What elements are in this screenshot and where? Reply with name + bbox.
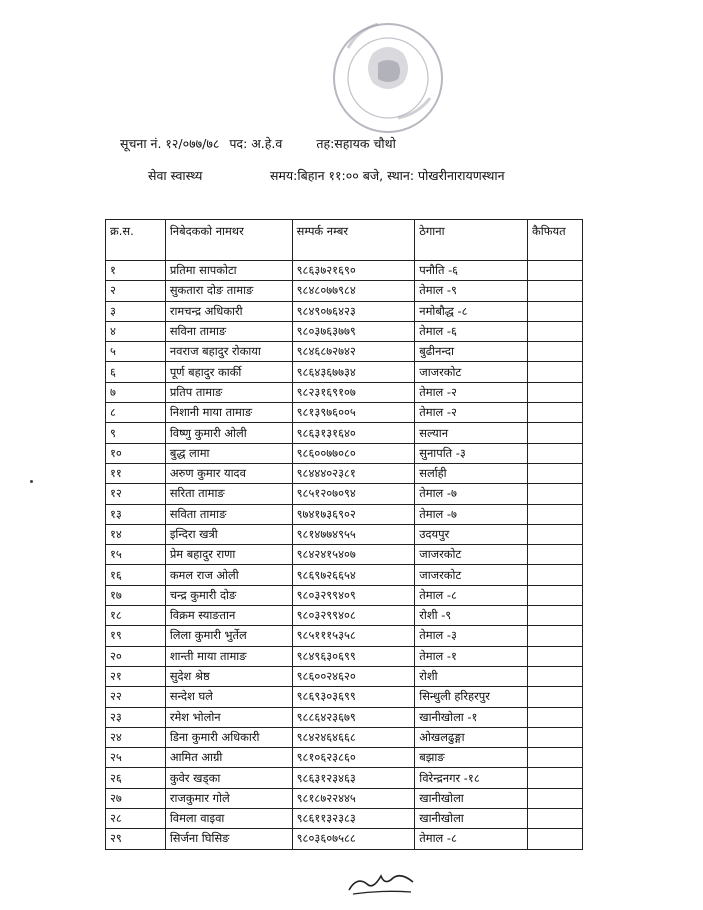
cell-remarks — [528, 727, 583, 747]
notice-line — [120, 135, 402, 152]
cell-serial: २८ — [106, 809, 166, 829]
table-row — [106, 484, 583, 504]
table-row — [106, 423, 583, 443]
cell-contact: ९८६४३६७७३४ — [292, 362, 415, 382]
cell-remarks — [528, 382, 583, 402]
cell-remarks — [528, 606, 583, 626]
cell-serial: १५ — [106, 545, 166, 565]
cell-remarks — [528, 788, 583, 808]
table-row — [106, 606, 583, 626]
cell-name: कुवेर खड्का — [165, 768, 292, 788]
table-row — [106, 342, 583, 362]
cell-serial: १४ — [106, 524, 166, 544]
cell-remarks — [528, 585, 583, 605]
cell-name: सिर्जना घिसिङ — [165, 829, 292, 849]
cell-name: चन्द्र कुमारी दोङ — [165, 585, 292, 605]
cell-contact: ९८०३२९९४०८ — [292, 606, 415, 626]
cell-address: विरेन्द्रनगर -१८ — [415, 768, 528, 788]
cell-address: उदयपुर — [415, 524, 528, 544]
cell-name: विमला वाइवा — [165, 809, 292, 829]
cell-serial: ८ — [106, 403, 166, 423]
cell-name: अरुण कुमार यादव — [165, 463, 292, 483]
cell-name: विक्रम स्याङतान — [165, 606, 292, 626]
cell-remarks — [528, 545, 583, 565]
table-row — [106, 362, 583, 382]
table-row — [106, 382, 583, 402]
table-row — [106, 727, 583, 747]
office-seal-stamp-icon — [328, 18, 448, 138]
cell-serial: २१ — [106, 666, 166, 686]
cell-contact: ९८१०६२३८६० — [292, 748, 415, 768]
cell-address: सुनापति -३ — [415, 443, 528, 463]
cell-address: ओखलढुङ्गा — [415, 727, 528, 747]
table-row — [106, 829, 583, 849]
cell-remarks — [528, 646, 583, 666]
cell-contact: ९८२३१६९१०७ — [292, 382, 415, 402]
cell-remarks — [528, 565, 583, 585]
cell-name: प्रतिमा सापकोटा — [165, 261, 292, 281]
service-label: सेवा स्वास्थ्य — [148, 168, 203, 183]
signature-icon — [345, 868, 417, 898]
cell-address: तेमाल -६ — [415, 321, 528, 341]
cell-contact: ९८०३७६३७७९ — [292, 321, 415, 341]
cell-contact: ९८१८७२२४४५ — [292, 788, 415, 808]
cell-name: सविना तामाङ — [165, 321, 292, 341]
cell-address: तेमाल -१ — [415, 646, 528, 666]
cell-contact: ९८५१२०७०९४ — [292, 484, 415, 504]
cell-address: जाजरकोट — [415, 362, 528, 382]
cell-address: रोशी — [415, 666, 528, 686]
cell-serial: ३ — [106, 301, 166, 321]
cell-serial: ११ — [106, 463, 166, 483]
cell-serial: १७ — [106, 585, 166, 605]
table-row — [106, 504, 583, 524]
cell-contact: ९८६९३०३६९९ — [292, 687, 415, 707]
cell-remarks — [528, 829, 583, 849]
cell-contact: ९८६३१२३४६३ — [292, 768, 415, 788]
table-row — [106, 463, 583, 483]
cell-name: नवराज बहादुर रोकाया — [165, 342, 292, 362]
applicant-table — [105, 219, 583, 850]
cell-address: तेमाल -९ — [415, 281, 528, 301]
cell-address: जाजरकोट — [415, 545, 528, 565]
cell-name: सन्देश घले — [165, 687, 292, 707]
cell-name: सुकतारा दोङ तामाङ — [165, 281, 292, 301]
cell-name: राजकुमार गोले — [165, 788, 292, 808]
table-row — [106, 687, 583, 707]
cell-remarks — [528, 423, 583, 443]
cell-remarks — [528, 809, 583, 829]
table-row — [106, 788, 583, 808]
cell-serial: २६ — [106, 768, 166, 788]
exam-time-place: समय:बिहान ११:०० बजे, स्थान: पोखरीनारायणस्थान — [269, 168, 505, 183]
table-row — [106, 403, 583, 423]
table-row — [106, 585, 583, 605]
cell-name: रमेश भोलोन — [165, 707, 292, 727]
cell-contact: ९८४२४६४६६८ — [292, 727, 415, 747]
cell-address: तेमाल -३ — [415, 626, 528, 646]
cell-name: विष्णु कुमारी ओली — [165, 423, 292, 443]
cell-serial: ७ — [106, 382, 166, 402]
cell-serial: २ — [106, 281, 166, 301]
cell-remarks — [528, 484, 583, 504]
table-row — [106, 809, 583, 829]
level-label: तह:सहायक चौथो — [316, 136, 396, 151]
cell-serial: ६ — [106, 362, 166, 382]
cell-name: डिना कुमारी अधिकारी — [165, 727, 292, 747]
cell-contact: ९८१३९७६००५ — [292, 403, 415, 423]
cell-serial: २७ — [106, 788, 166, 808]
cell-contact: ९८८६४२३६७९ — [292, 707, 415, 727]
cell-serial: २४ — [106, 727, 166, 747]
cell-address: पनौति -६ — [415, 261, 528, 281]
cell-name: इन्दिरा खत्री — [165, 524, 292, 544]
exam-info-line — [148, 167, 505, 184]
cell-remarks — [528, 342, 583, 362]
header-serial: क्र.स. — [106, 220, 166, 261]
cell-contact: ९८६९७२६६५४ — [292, 565, 415, 585]
cell-address: खानीखोला — [415, 809, 528, 829]
cell-contact: ९८६००२४६२० — [292, 666, 415, 686]
cell-address: खानीखोला -१ — [415, 707, 528, 727]
notice-number: सूचना नं. १२/०७७/७८ — [120, 136, 220, 151]
cell-remarks — [528, 321, 583, 341]
cell-contact: ९८४२४१५४०७ — [292, 545, 415, 565]
cell-name: शान्ती माया तामाङ — [165, 646, 292, 666]
cell-remarks — [528, 707, 583, 727]
cell-remarks — [528, 748, 583, 768]
cell-serial: २० — [106, 646, 166, 666]
cell-address: बुढीनन्दा — [415, 342, 528, 362]
cell-address: तेमाल -२ — [415, 403, 528, 423]
cell-serial: २९ — [106, 829, 166, 849]
cell-contact: ९८४८०७७९८४ — [292, 281, 415, 301]
cell-name: बुद्ध लामा — [165, 443, 292, 463]
cell-remarks — [528, 281, 583, 301]
cell-serial: ४ — [106, 321, 166, 341]
cell-name: सविता तामाङ — [165, 504, 292, 524]
cell-address: तेमाल -८ — [415, 585, 528, 605]
cell-contact: ९८०३६०७५८८ — [292, 829, 415, 849]
cell-remarks — [528, 463, 583, 483]
table-row — [106, 545, 583, 565]
table-row — [106, 321, 583, 341]
cell-address: रोशी -९ — [415, 606, 528, 626]
cell-serial: १८ — [106, 606, 166, 626]
cell-address: तेमाल -२ — [415, 382, 528, 402]
cell-serial: १३ — [106, 504, 166, 524]
cell-remarks — [528, 524, 583, 544]
cell-serial: १० — [106, 443, 166, 463]
cell-name: सरिता तामाङ — [165, 484, 292, 504]
header-contact: सम्पर्क नम्बर — [292, 220, 415, 261]
cell-remarks — [528, 626, 583, 646]
cell-serial: १ — [106, 261, 166, 281]
cell-address: जाजरकोट — [415, 565, 528, 585]
cell-remarks — [528, 443, 583, 463]
cell-address: सल्यान — [415, 423, 528, 443]
cell-name: निशानी माया तामाङ — [165, 403, 292, 423]
table-row — [106, 524, 583, 544]
cell-contact: ९८४६८७२७४२ — [292, 342, 415, 362]
cell-serial: ९ — [106, 423, 166, 443]
cell-address: तेमाल -८ — [415, 829, 528, 849]
table-row — [106, 646, 583, 666]
cell-address: नमोबौद्ध -८ — [415, 301, 528, 321]
cell-contact: ९८४४४०२३८१ — [292, 463, 415, 483]
table-row — [106, 768, 583, 788]
cell-contact: ९८६००७७०८० — [292, 443, 415, 463]
cell-address: सिन्धुली हरिहरपुर — [415, 687, 528, 707]
cell-serial: १९ — [106, 626, 166, 646]
cell-remarks — [528, 261, 583, 281]
cell-name: सुदेश श्रेष्ठ — [165, 666, 292, 686]
table-body — [106, 261, 583, 850]
cell-remarks — [528, 362, 583, 382]
cell-serial: १२ — [106, 484, 166, 504]
cell-remarks — [528, 403, 583, 423]
table-row — [106, 565, 583, 585]
cell-contact: ९८६३१३१६४० — [292, 423, 415, 443]
cell-remarks — [528, 768, 583, 788]
cell-address: तेमाल -७ — [415, 504, 528, 524]
cell-name: रामचन्द्र अधिकारी — [165, 301, 292, 321]
table-row — [106, 666, 583, 686]
cell-contact: ९८०३२९९४०९ — [292, 585, 415, 605]
header-name: निबेदकको नामथर — [165, 220, 292, 261]
cell-address: बझाङ — [415, 748, 528, 768]
cell-serial: ५ — [106, 342, 166, 362]
cell-name: प्रतिप तामाङ — [165, 382, 292, 402]
cell-name: प्रेम बहादुर राणा — [165, 545, 292, 565]
cell-serial: २३ — [106, 707, 166, 727]
cell-remarks — [528, 301, 583, 321]
cell-serial: १६ — [106, 565, 166, 585]
post-label: पद: अ.हे.व — [229, 136, 283, 151]
cell-name: लिला कुमारी भुर्तेल — [165, 626, 292, 646]
table-row — [106, 281, 583, 301]
cell-remarks — [528, 504, 583, 524]
table-row — [106, 261, 583, 281]
cell-address: तेमाल -७ — [415, 484, 528, 504]
cell-contact: ९८६११३२३८३ — [292, 809, 415, 829]
cell-serial: २५ — [106, 748, 166, 768]
cell-contact: ९८४९०७६४२३ — [292, 301, 415, 321]
table-row — [106, 626, 583, 646]
scan-speck — [30, 480, 33, 483]
cell-contact: ९८१४७७४९५५ — [292, 524, 415, 544]
cell-address: सर्लाही — [415, 463, 528, 483]
cell-address: खानीखोला — [415, 788, 528, 808]
cell-name: पूर्ण बहादुर कार्की — [165, 362, 292, 382]
header-remarks: कैफियत — [528, 220, 583, 261]
cell-contact: ९८४९६३०६९९ — [292, 646, 415, 666]
header-address: ठेगाना — [415, 220, 528, 261]
table-row — [106, 301, 583, 321]
cell-contact: ९७४१७३६९०२ — [292, 504, 415, 524]
cell-name: आमित आग्री — [165, 748, 292, 768]
cell-contact: ९८६३७२१६९० — [292, 261, 415, 281]
cell-remarks — [528, 666, 583, 686]
table-header-row — [106, 220, 583, 261]
cell-remarks — [528, 687, 583, 707]
table-row — [106, 748, 583, 768]
cell-serial: २२ — [106, 687, 166, 707]
table-row — [106, 443, 583, 463]
cell-name: कमल राज ओली — [165, 565, 292, 585]
table-row — [106, 707, 583, 727]
cell-contact: ९८५१११५३५८ — [292, 626, 415, 646]
